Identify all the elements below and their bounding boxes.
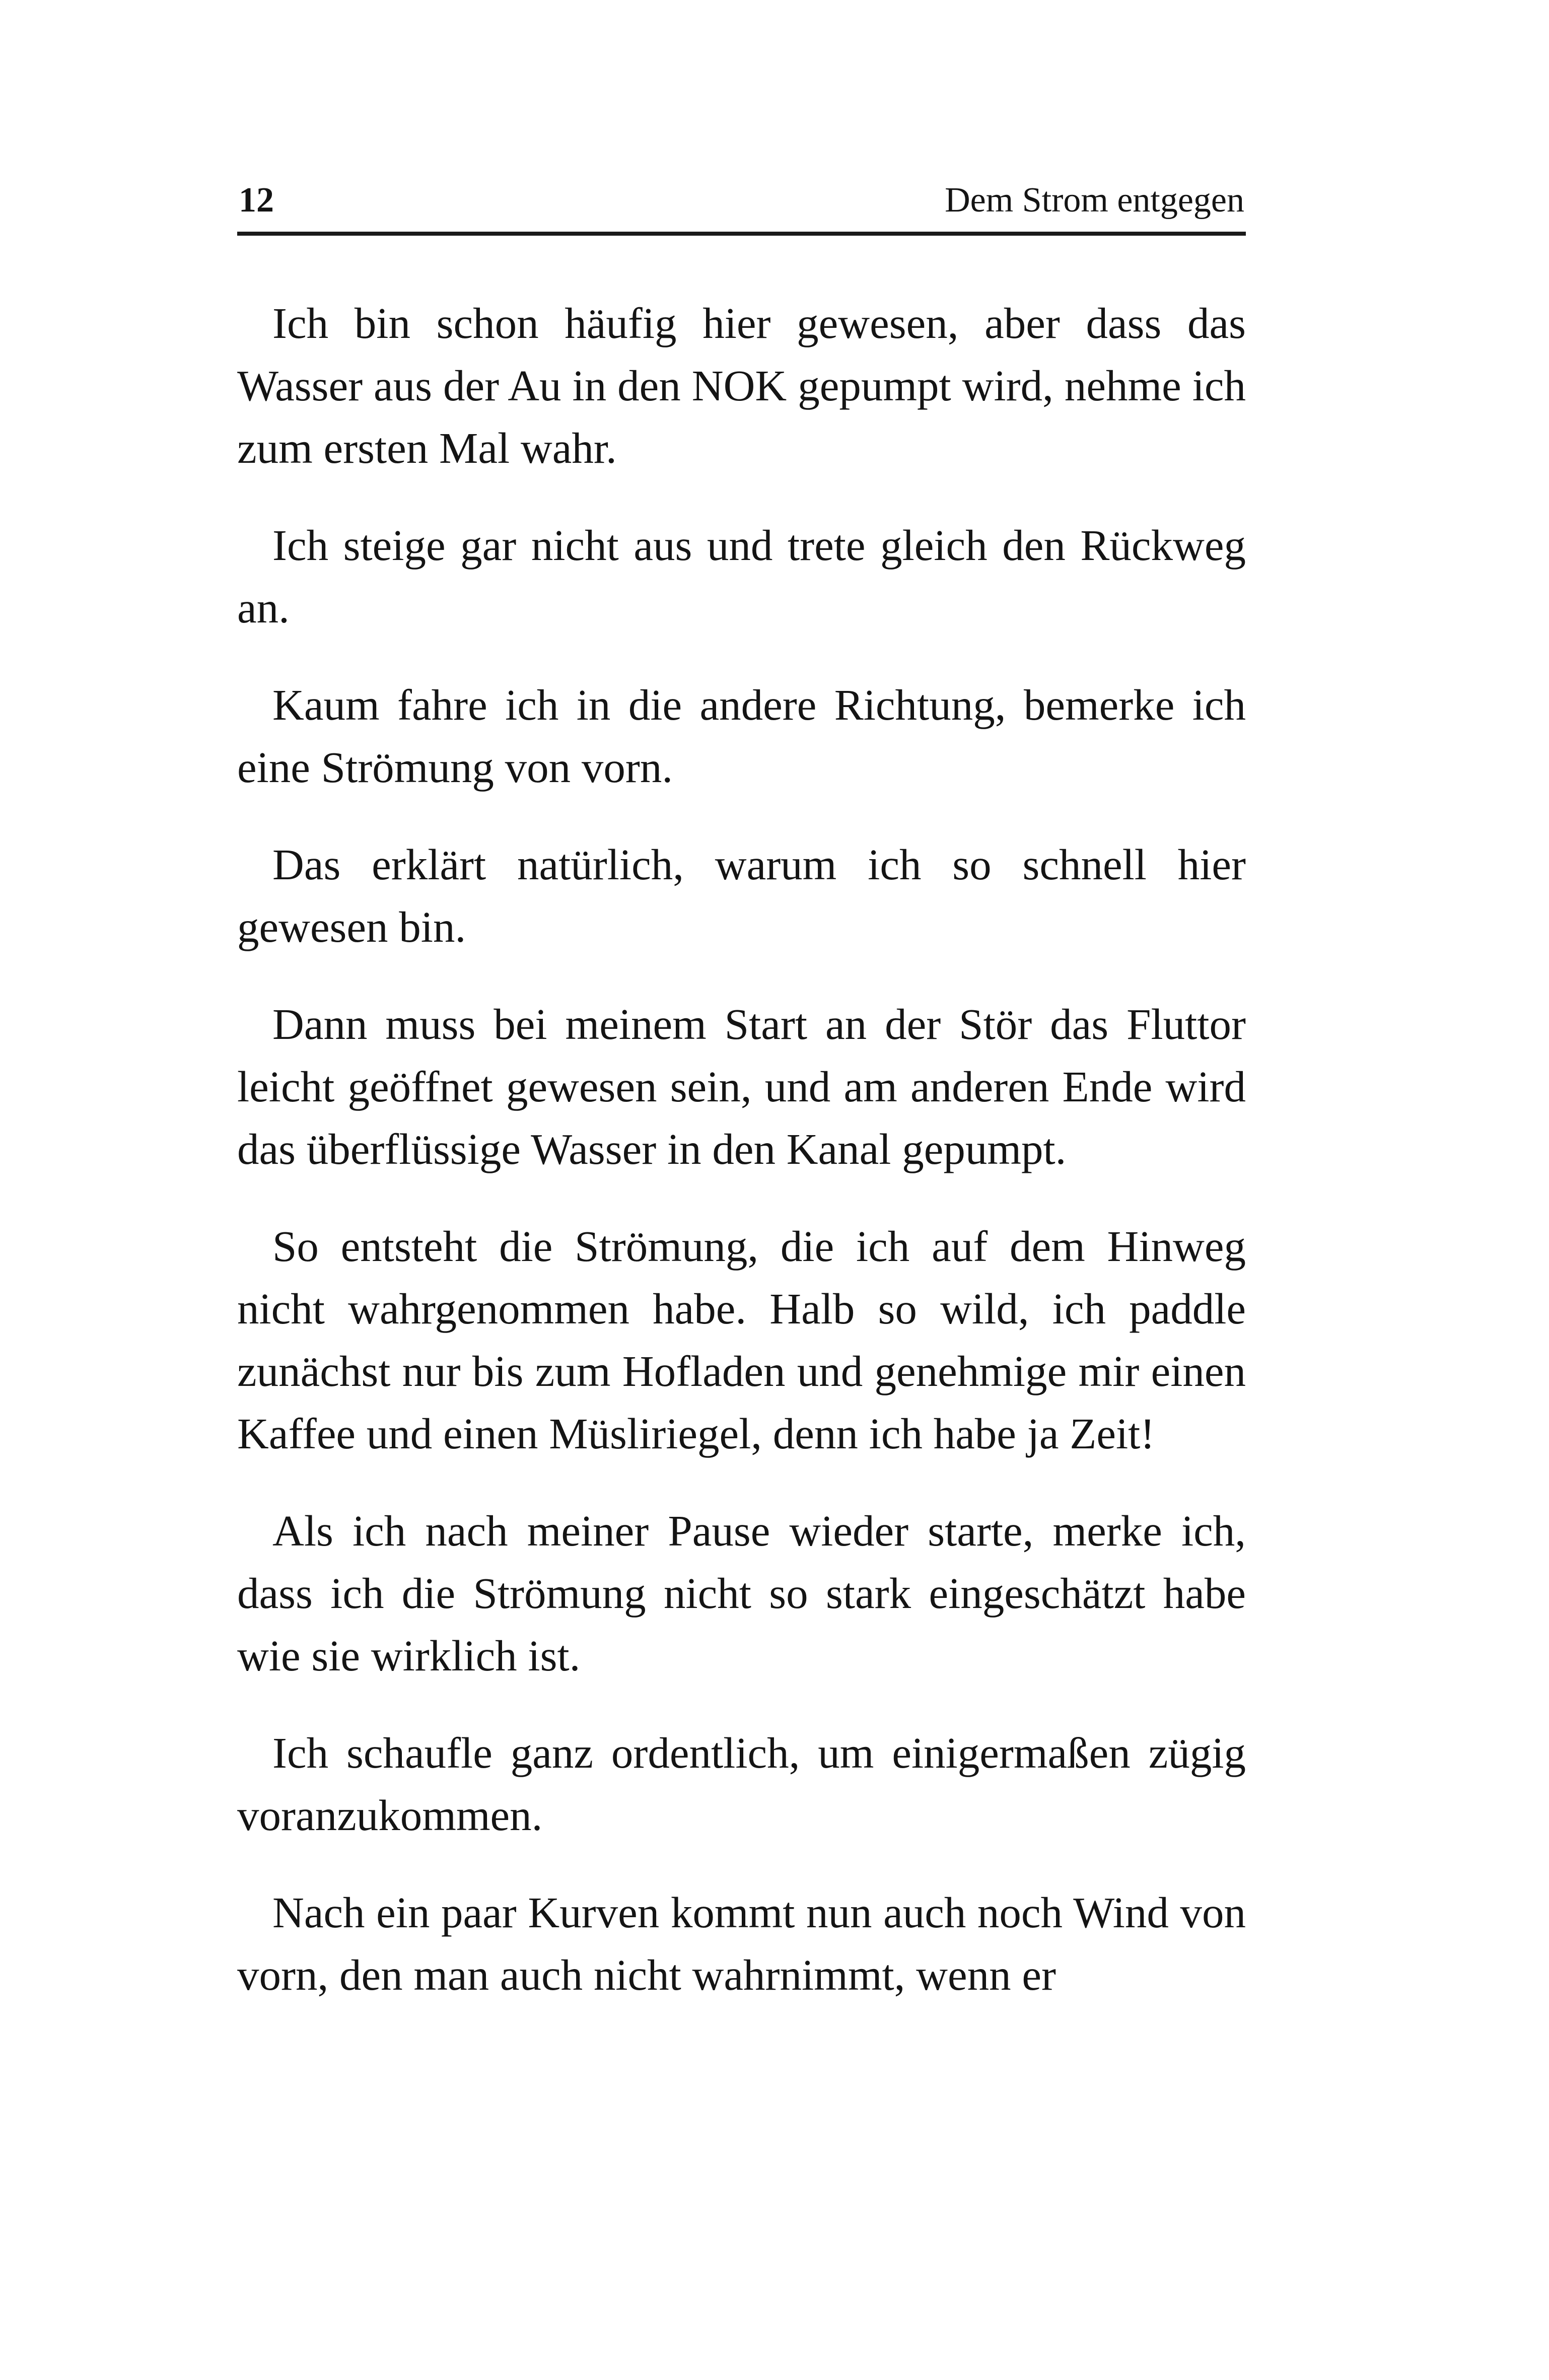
- paragraph-9: Nach ein paar Kurven kommt nun auch noch Wind von vorn, den man auch nicht wahrnimmt, wenn er: [237, 1888, 1246, 1999]
- paragraph-7: Als ich nach meiner Pause wieder starte, merke ich, dass ich die Strömung nicht so stark eingeschätzt habe wie sie wirklich ist.: [237, 1506, 1246, 1680]
- paragraph-8: Ich schaufle ganz ordentlich, um einigermaßen zügig voranzukommen.: [237, 1728, 1246, 1840]
- paragraph-2: Ich steige gar nicht aus und trete gleich den Rückweg an.: [237, 521, 1246, 632]
- paragraph-1: Ich bin schon häufig hier gewesen, aber dass das Wasser aus der Au in den NOK gepumpt wird, nehme ich zum ersten Mal wahr.: [237, 299, 1246, 472]
- body-text: [237, 292, 1246, 2041]
- paragraph-4: Das erklärt natürlich, warum ich so schnell hier gewesen bin.: [237, 840, 1246, 951]
- paragraph-3: Kaum fahre ich in die andere Richtung, bemerke ich eine Strömung von vorn.: [237, 680, 1246, 792]
- page-number: 12: [239, 181, 274, 220]
- paragraph-6: So entsteht die Strömung, die ich auf dem Hinweg nicht wahrgenommen habe. Halb so wild, ich paddle zunächst nur bis zum Hofladen und genehmige mir einen Kaffee und einen Müsliriegel, denn ich habe ja Zeit!: [237, 1222, 1246, 1458]
- running-head: [237, 176, 1246, 236]
- paragraph-5: Dann muss bei meinem Start an der Stör das Fluttor leicht geöffnet gewesen sein, und am anderen Ende wird das überflüssige Wasser in den Kanal gepumpt.: [237, 1000, 1246, 1173]
- running-title: Dem Strom entgegen: [945, 181, 1244, 220]
